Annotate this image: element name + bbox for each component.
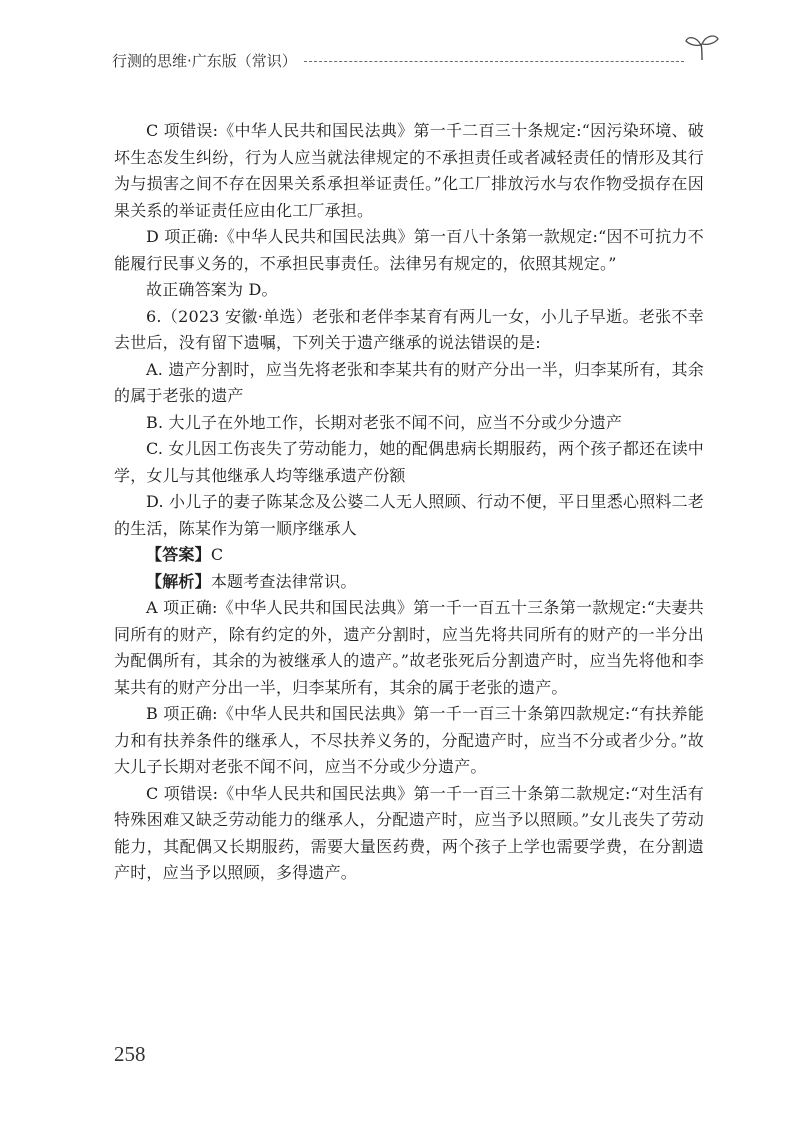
question-stem: 6.（2023 安徽·单选）老张和老伴李某育有两儿一女，小儿子早逝。老张不幸去世后，没有留下遗嘱，下列关于遗产继承的说法错误的是: (114, 306, 704, 352)
page-number: 258 (114, 1042, 146, 1066)
explanation-a: A 项正确:《中华人民共和国民法典》第一千一百五十三条第一款规定:“夫妻共同所有的财产，除有约定的外，遗产分割时，应当先将共同所有的财产的一半分出为配偶所有，其余的为被继承人的遗产。”故老张死后分割遗产时，应当先将他和李某共有的财产分出一半，归李某所有，其余的属于老张的遗产。 (114, 598, 704, 697)
answer-label: 【答案】 (146, 545, 211, 564)
paragraph-d-correct: D 项正确:《中华人民共和国民法典》第一百八十条第一款规定:“因不可抗力不能履行民事义务的，不承担民事责任。法律另有规定的，依照其规定。” (114, 227, 704, 273)
paragraph-c-wrong: C 项错误:《中华人民共和国民法典》第一千二百三十条规定:“因污染环境、破坏生态发生纠纷，行为人应当就法律规定的不承担责任或者减轻责任的情形及其行为与损害之间不存在因果关系承担举证责任。”化工厂排放污水与农作物受损存在因果关系的举证责任应由化工厂承担。 (114, 121, 704, 220)
answer-line (114, 542, 704, 569)
running-header (112, 50, 712, 74)
analysis-label: 【解析】 (146, 571, 211, 591)
answer-value: C (210, 545, 224, 564)
option-c: C. 女儿因工伤丧失了劳动能力，她的配偶患病长期服药，两个孩子都还在读中学，女儿与其他继承人均等继承遗产份额 (114, 439, 704, 485)
option-d: D. 小儿子的妻子陈某念及公婆二人无人照顾、行动不便，平日里悉心照料二老的生活，陈某作为第一顺序继承人 (114, 492, 704, 538)
analysis-line (114, 569, 704, 596)
option-a: A. 遗产分割时，应当先将老张和李某共有的财产分出一半，归李某所有，其余的属于老张的遗产 (114, 359, 704, 405)
explanation-c: C 项错误:《中华人民共和国民法典》第一千一百三十条第二款规定:“对生活有特殊困难又缺乏劳动能力的继承人，分配遗产时，应当予以照顾。”女儿丧失了劳动能力，其配偶又长期服药，需要大量医药费，两个孩子上学也需要学费，在分割遗产时，应当予以照顾，多得遗产。 (114, 783, 704, 882)
paragraph-conclusion: 故正确答案为 D。 (146, 280, 278, 299)
option-b: B. 大儿子在外地工作，长期对老张不闻不问，应当不分或少分遗产 (146, 412, 623, 432)
header-title: 行测的思维·广东版（常识） (112, 52, 297, 70)
header-divider (304, 61, 684, 62)
explanation-b: B 项正确:《中华人民共和国民法典》第一千一百三十条第四款规定:“有扶养能力和有扶养条件的继承人，不尽扶养义务的，分配遗产时，应当不分或者少分。”故大儿子长期对老张不闻不问，应当不分或少分遗产。 (114, 704, 704, 776)
analysis-value: 本题考查法律常识。 (210, 571, 357, 591)
sprout-icon (684, 32, 720, 62)
page-body (114, 118, 704, 887)
